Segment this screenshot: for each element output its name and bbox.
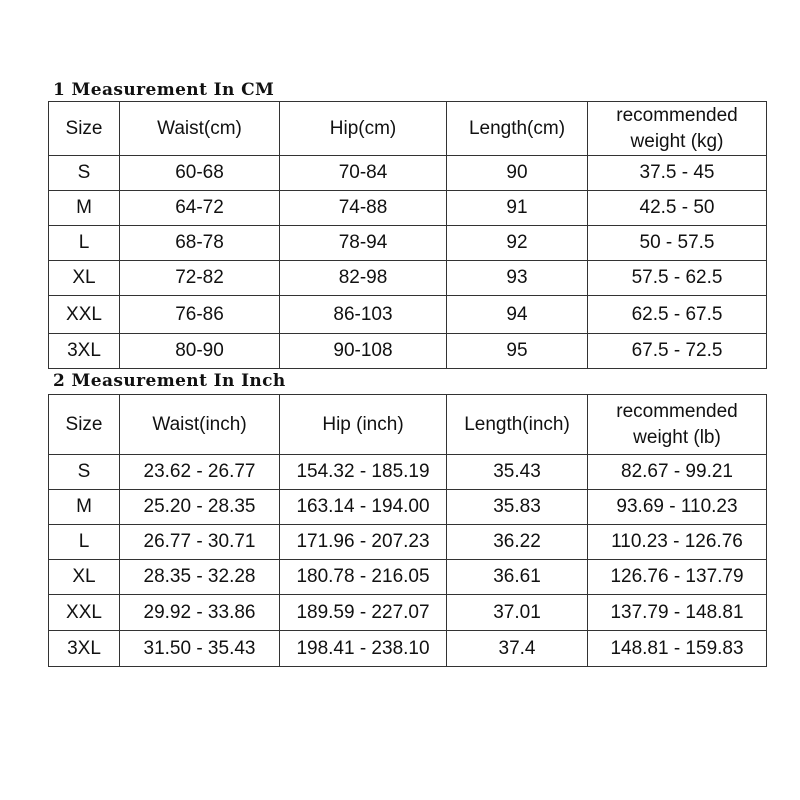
table-row <box>49 455 767 490</box>
cell-waist: 60-68 <box>120 156 280 191</box>
size-table-inch <box>48 394 767 667</box>
cell-waist: 29.92 - 33.86 <box>120 595 280 631</box>
cell-length: 37.01 <box>447 595 588 631</box>
table-row <box>49 156 767 191</box>
table-row <box>49 191 767 226</box>
cell-size: S <box>49 455 120 490</box>
header-length: Length(cm) <box>447 102 588 156</box>
header-hip: Hip(cm) <box>280 102 447 156</box>
cell-length: 91 <box>447 191 588 226</box>
cell-hip: 171.96 - 207.23 <box>280 525 447 560</box>
cell-waist: 64-72 <box>120 191 280 226</box>
header-hip: Hip (inch) <box>280 395 447 455</box>
cell-weight: 50 - 57.5 <box>588 226 767 261</box>
header-size: Size <box>49 102 120 156</box>
cell-weight: 37.5 - 45 <box>588 156 767 191</box>
cell-hip: 180.78 - 216.05 <box>280 560 447 595</box>
cell-length: 37.4 <box>447 631 588 667</box>
section-title-cm: 1 Measurement In CM <box>53 80 275 100</box>
cell-waist: 68-78 <box>120 226 280 261</box>
header-waist: Waist(cm) <box>120 102 280 156</box>
size-table-cm <box>48 101 767 369</box>
cell-waist: 72-82 <box>120 261 280 296</box>
header-waist: Waist(inch) <box>120 395 280 455</box>
cell-length: 95 <box>447 334 588 369</box>
cell-waist: 80-90 <box>120 334 280 369</box>
cell-hip: 70-84 <box>280 156 447 191</box>
header-weight: recommended weight (lb) <box>588 395 767 455</box>
cell-hip: 78-94 <box>280 226 447 261</box>
header-weight: recommended weight (kg) <box>588 102 767 156</box>
section-title-inch: 2 Measurement In Inch <box>53 371 286 391</box>
cell-length: 35.43 <box>447 455 588 490</box>
cell-hip: 90-108 <box>280 334 447 369</box>
cell-size: S <box>49 156 120 191</box>
cell-size: L <box>49 525 120 560</box>
cell-waist: 76-86 <box>120 296 280 334</box>
cell-waist: 31.50 - 35.43 <box>120 631 280 667</box>
cell-length: 90 <box>447 156 588 191</box>
cell-hip: 82-98 <box>280 261 447 296</box>
cell-length: 92 <box>447 226 588 261</box>
cell-size: M <box>49 490 120 525</box>
cell-hip: 154.32 - 185.19 <box>280 455 447 490</box>
cell-size: XL <box>49 560 120 595</box>
table-header-row <box>49 395 767 455</box>
cell-weight: 67.5 - 72.5 <box>588 334 767 369</box>
cell-weight: 137.79 - 148.81 <box>588 595 767 631</box>
table-row <box>49 595 767 631</box>
cell-weight: 148.81 - 159.83 <box>588 631 767 667</box>
cell-weight: 57.5 - 62.5 <box>588 261 767 296</box>
cell-size: 3XL <box>49 334 120 369</box>
cell-waist: 25.20 - 28.35 <box>120 490 280 525</box>
header-length: Length(inch) <box>447 395 588 455</box>
cell-hip: 163.14 - 194.00 <box>280 490 447 525</box>
cell-length: 36.22 <box>447 525 588 560</box>
cell-weight: 93.69 - 110.23 <box>588 490 767 525</box>
table-row <box>49 296 767 334</box>
table-row <box>49 560 767 595</box>
table-row <box>49 490 767 525</box>
header-size: Size <box>49 395 120 455</box>
cell-waist: 26.77 - 30.71 <box>120 525 280 560</box>
cell-size: XL <box>49 261 120 296</box>
cell-hip: 86-103 <box>280 296 447 334</box>
cell-hip: 74-88 <box>280 191 447 226</box>
cell-length: 94 <box>447 296 588 334</box>
table-header-row <box>49 102 767 156</box>
cell-hip: 189.59 - 227.07 <box>280 595 447 631</box>
cell-waist: 23.62 - 26.77 <box>120 455 280 490</box>
cell-size: XXL <box>49 296 120 334</box>
cell-size: XXL <box>49 595 120 631</box>
cell-size: M <box>49 191 120 226</box>
cell-hip: 198.41 - 238.10 <box>280 631 447 667</box>
cell-length: 36.61 <box>447 560 588 595</box>
cell-waist: 28.35 - 32.28 <box>120 560 280 595</box>
table-row <box>49 226 767 261</box>
table-row <box>49 261 767 296</box>
cell-weight: 62.5 - 67.5 <box>588 296 767 334</box>
cell-size: L <box>49 226 120 261</box>
cell-size: 3XL <box>49 631 120 667</box>
cell-weight: 42.5 - 50 <box>588 191 767 226</box>
cell-length: 35.83 <box>447 490 588 525</box>
cell-weight: 110.23 - 126.76 <box>588 525 767 560</box>
cell-weight: 82.67 - 99.21 <box>588 455 767 490</box>
cell-weight: 126.76 - 137.79 <box>588 560 767 595</box>
cell-length: 93 <box>447 261 588 296</box>
table-row <box>49 334 767 369</box>
table-row <box>49 631 767 667</box>
table-row <box>49 525 767 560</box>
